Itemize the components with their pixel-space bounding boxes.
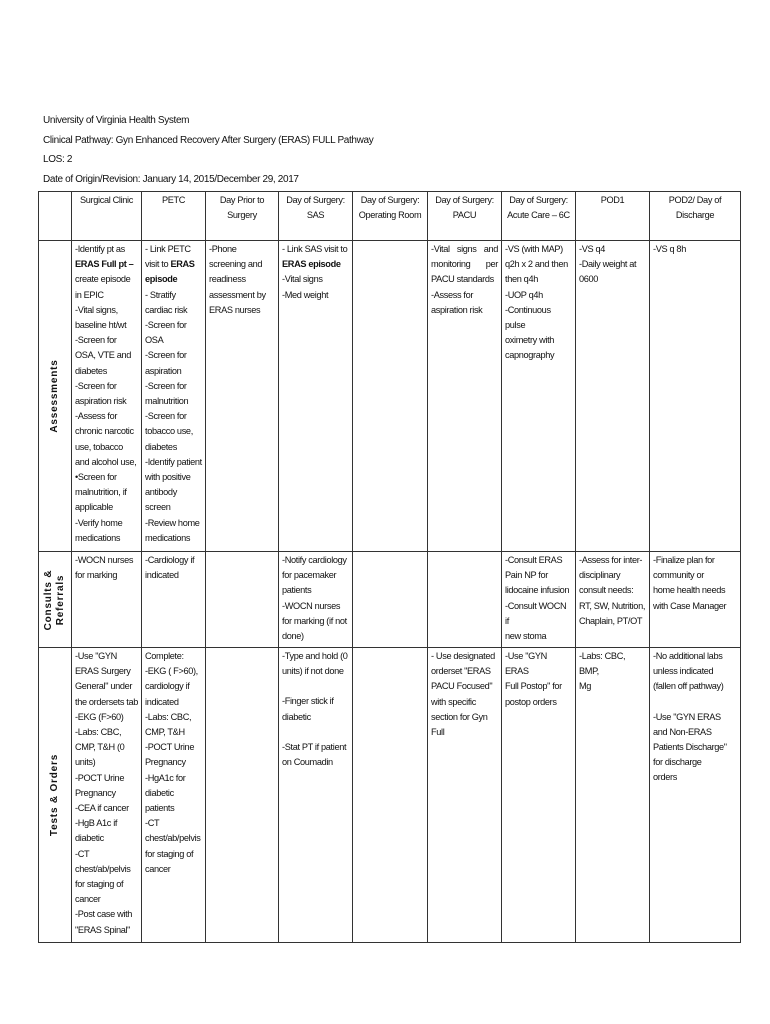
table-cell <box>72 241 142 552</box>
document-header <box>43 111 743 189</box>
cell-line: Mg <box>579 681 592 692</box>
cell-line: -CT <box>145 818 160 829</box>
cell-line: for marking <box>75 570 118 581</box>
cell-line: aspiration risk <box>75 396 127 407</box>
cell-line: with Case Manager <box>653 600 727 611</box>
cell-line: -Assess for <box>75 411 118 422</box>
cell-line: patients <box>145 803 175 814</box>
cell-line: ERAS Surgery <box>75 666 131 677</box>
cell-line: -POCT Urine <box>145 742 195 753</box>
cell-line: -CEA if cancer <box>75 803 129 814</box>
cell-line: Patients Discharge" <box>653 742 727 753</box>
cell-line: then q4h <box>505 274 538 285</box>
cell-line <box>282 725 349 740</box>
cell-line: unless indicated <box>653 666 714 677</box>
cell-line: ERAS Full pt – <box>75 259 134 270</box>
cell-line: postop orders <box>505 696 557 707</box>
table-cell <box>142 552 206 648</box>
cell-line: medications <box>75 532 121 543</box>
column-header <box>206 192 279 241</box>
cell-line: screening and <box>209 259 263 270</box>
cell-line: assessment by <box>209 289 266 300</box>
cell-line: chronic narcotic <box>75 426 134 437</box>
table-cell <box>502 552 576 648</box>
column-header-line: PACU <box>452 210 477 221</box>
table-cell <box>576 552 650 648</box>
cell-line: -Labs: CBC, <box>75 727 122 738</box>
cell-line: consult needs: <box>579 585 634 596</box>
column-header-line: Discharge <box>675 210 715 221</box>
cell-line: -Identify patient <box>145 456 202 467</box>
cell-line: in EPIC <box>75 289 104 300</box>
cell-line: -Daily weight at <box>579 259 637 270</box>
cell-line: -HgA1c for <box>145 772 186 783</box>
cell-line: q2h x 2 and then <box>505 259 568 270</box>
cell-line: -UOP q4h <box>505 289 543 300</box>
cell-line: -Vital signs <box>282 274 323 285</box>
cell-line: and Non-ERAS <box>653 726 712 737</box>
assessments-row <box>39 241 741 552</box>
cell-line: -Vital signs and <box>431 244 498 254</box>
cell-line: aspiration <box>145 365 182 376</box>
cell-line: - Stratify <box>145 289 176 300</box>
cell-line: -Continuous pulse <box>505 304 551 331</box>
cell-line: -WOCN nurses <box>75 555 134 565</box>
cell-line: ERAS episode <box>282 259 341 270</box>
column-header <box>428 192 502 241</box>
cell-line: create episode <box>75 274 131 285</box>
cell-line: community or <box>653 570 704 581</box>
cell-line: with positive <box>145 472 191 483</box>
cell-line: •Screen for <box>75 472 117 483</box>
cell-line: -Screen for <box>145 411 187 422</box>
cell-line: -Use "GYN ERAS <box>505 651 547 677</box>
table-cell <box>142 241 206 552</box>
table-cell <box>650 648 741 943</box>
cell-line: home health needs <box>653 585 726 596</box>
row-label-line: Referrals <box>55 574 66 625</box>
cell-line: -Labs: CBC, <box>145 711 192 722</box>
cell-line: -Assess for <box>431 289 474 300</box>
column-header <box>279 192 353 241</box>
cell-line: section for Gyn <box>431 711 488 722</box>
cell-line: malnutrition, if <box>75 487 127 498</box>
column-header-line: Day of Surgery: <box>509 195 568 205</box>
table-cell <box>650 552 741 648</box>
cell-line: monitoring per <box>431 259 498 270</box>
cell-line: -Screen for <box>145 320 187 331</box>
cell-line: chest/ab/pelvis <box>145 833 201 844</box>
row-label-line: Consults & <box>43 569 54 630</box>
corner-cell <box>39 192 72 241</box>
cell-line: disciplinary <box>579 570 621 581</box>
cell-line: - Link PETC <box>145 244 191 254</box>
cell-line: - Use designated <box>431 651 495 661</box>
cell-line: for marking (if not <box>282 615 347 626</box>
cell-line: -Assess for inter- <box>579 555 643 565</box>
cell-line: and alcohol use, <box>75 456 137 467</box>
table-cell <box>206 552 279 648</box>
cell-line: cardiology if <box>145 681 190 692</box>
cell-line: -No additional labs <box>653 651 723 661</box>
table-cell <box>353 552 428 648</box>
cell-line: CMP, T&H (0 <box>75 742 125 753</box>
cell-line: use, tobacco <box>75 441 123 452</box>
table-cell <box>279 241 353 552</box>
cell-line: lidocaine infusion <box>505 585 570 596</box>
cell-line: ERAS nurses <box>209 304 261 315</box>
consults-referrals-row <box>39 552 741 648</box>
row-label-line: Tests & Orders <box>49 753 60 837</box>
row-label-line: Assessments <box>49 359 60 433</box>
cell-line: applicable <box>75 502 113 513</box>
cell-line: for discharge <box>653 757 702 768</box>
table-cell <box>576 241 650 552</box>
cell-line: -Notify cardiology <box>282 555 347 565</box>
cell-line: -EKG (F>60) <box>75 711 124 722</box>
cell-line: units) if not done <box>282 666 344 677</box>
column-header-line: Day Prior to <box>219 195 265 205</box>
cell-line: oximetry with <box>505 335 555 346</box>
column-header-line: Day of Surgery: <box>360 195 420 205</box>
column-header-line: Surgical Clinic <box>80 195 133 205</box>
cell-line: cancer <box>75 894 101 905</box>
cell-line: CMP, T&H <box>145 727 185 738</box>
cell-line: RT, SW, Nutrition, <box>579 600 646 611</box>
table-cell <box>72 648 142 943</box>
cell-line: orders <box>653 772 677 783</box>
cell-line: -Type and hold (0 <box>282 651 348 661</box>
column-header-line: PETC <box>161 195 186 205</box>
cell-line: -Review home <box>145 517 200 528</box>
cell-line: for staging of <box>75 879 124 890</box>
cell-line: -VS q 8h <box>653 244 686 254</box>
cell-line: PACU standards <box>431 274 494 285</box>
row-label-cell <box>39 552 72 648</box>
cell-line: readiness <box>209 274 246 285</box>
cell-line: -WOCN nurses <box>282 600 341 611</box>
table-cell <box>206 241 279 552</box>
cell-line: the ordersets tab <box>75 696 138 707</box>
cell-line: Full Postop" for <box>505 681 562 692</box>
cell-line: -Finalize plan for <box>653 555 715 565</box>
cell-line: Full <box>431 727 445 738</box>
column-header-line: POD1 <box>600 195 625 205</box>
cell-line: Pregnancy <box>75 787 116 798</box>
table-cell <box>428 552 502 648</box>
cell-line: for pacemaker <box>282 570 337 581</box>
table-cell <box>428 241 502 552</box>
cell-line: -Screen for <box>75 380 117 391</box>
cell-line: baseline ht/wt <box>75 320 127 331</box>
table-cell <box>353 241 428 552</box>
cell-line: -Use "GYN ERAS <box>653 711 721 722</box>
cell-line: aspiration risk <box>431 304 483 315</box>
table-cell <box>428 648 502 943</box>
table-cell <box>650 241 741 552</box>
cell-line: (fallen off pathway) <box>653 681 724 692</box>
cell-line: -Verify home <box>75 517 123 528</box>
cell-line: 0600 <box>579 274 599 285</box>
cell-line: diabetes <box>75 365 107 376</box>
cell-line: -Consult WOCN if <box>505 600 567 626</box>
column-header-row <box>39 192 741 241</box>
table-cell <box>206 648 279 943</box>
row-label-cell <box>39 648 72 943</box>
cell-line: -EKG ( F>60), <box>145 666 198 677</box>
cell-line <box>653 695 737 710</box>
revision-date: Date of Origin/Revision: January 14, 2015/December 29, 2017 <box>43 173 299 185</box>
cell-line: -Consult ERAS <box>505 555 563 565</box>
cell-line: OSA, VTE and <box>75 350 132 361</box>
length-of-stay: LOS: 2 <box>43 154 73 165</box>
pathway-table <box>38 191 741 943</box>
cell-line: -Use "GYN <box>75 651 117 661</box>
cell-line: -Post case with <box>75 909 133 920</box>
cell-line: new stoma <box>505 631 547 642</box>
cell-line: indicated <box>145 696 179 707</box>
cell-line: -Stat PT if patient <box>282 741 347 752</box>
cell-line: PACU Focused" <box>431 681 493 692</box>
cell-line: units) <box>75 757 96 768</box>
row-label <box>43 569 67 630</box>
cell-line: -Phone <box>209 244 237 254</box>
cell-line: -VS q4 <box>579 244 605 254</box>
cell-line: chest/ab/pelvis <box>75 863 131 874</box>
column-header-line: Day of Surgery: <box>435 195 494 205</box>
cell-line <box>282 679 349 694</box>
column-header <box>353 192 428 241</box>
cell-line: malnutrition <box>145 396 189 407</box>
cell-line: -Screen for <box>145 380 187 391</box>
cell-line: diabetic <box>145 787 174 798</box>
cell-line: Complete: <box>145 651 184 661</box>
cell-line: General" under <box>75 681 133 692</box>
column-header-line: POD2/ Day of <box>668 195 722 205</box>
cell-line: Pain NP for <box>505 570 548 581</box>
cell-line: -Cardiology if <box>145 555 195 565</box>
cell-line: Pregnancy <box>145 757 186 768</box>
column-header-line: Day of Surgery: <box>286 195 345 205</box>
cell-line: -CT <box>75 848 90 859</box>
cell-line: done) <box>282 631 304 642</box>
column-header-line: Operating Room <box>358 210 422 221</box>
cell-line: OSA <box>145 335 164 346</box>
table-cell <box>502 648 576 943</box>
cell-line: -VS (with MAP) <box>505 244 563 254</box>
tests-orders-row <box>39 648 741 943</box>
cell-line: Chaplain, PT/OT <box>579 615 643 626</box>
table-cell <box>502 241 576 552</box>
cell-line: -Vital signs, <box>75 304 118 315</box>
cell-line: patients <box>282 585 312 596</box>
cell-line: with specific <box>431 696 476 707</box>
column-header <box>502 192 576 241</box>
organization-name: University of Virginia Health System <box>43 115 190 126</box>
cell-line: cancer <box>145 863 171 874</box>
row-label <box>49 754 61 836</box>
cell-line: -Finger stick if <box>282 696 334 707</box>
cell-line: -Screen for <box>75 335 117 346</box>
column-header <box>650 192 741 241</box>
cell-line: diabetic <box>75 833 104 844</box>
column-header-line: SAS <box>306 210 325 221</box>
cell-line: -Labs: CBC, BMP, <box>579 651 626 677</box>
column-header <box>142 192 206 241</box>
cell-line: episode <box>145 274 178 285</box>
cell-line: tobacco use, <box>145 426 193 437</box>
cell-line: -Identify pt as <box>75 244 125 254</box>
cell-line: indicated <box>145 570 179 581</box>
row-label-cell <box>39 241 72 552</box>
cell-line: antibody screen <box>145 487 177 513</box>
cell-line: -HgB A1c if <box>75 818 118 829</box>
cell-line: on Coumadin <box>282 757 333 768</box>
row-label <box>49 359 61 432</box>
cell-line: -Screen for <box>145 350 187 361</box>
cell-line: diabetic <box>282 711 311 722</box>
column-header <box>576 192 650 241</box>
pathway-title: Clinical Pathway: Gyn Enhanced Recovery After Surgery (ERAS) FULL Pathway <box>43 134 374 146</box>
cell-line: diabetes <box>145 441 177 452</box>
cell-line: cardiac risk <box>145 304 188 315</box>
table-cell <box>353 648 428 943</box>
cell-line: medications <box>145 532 191 543</box>
cell-line: -Med weight <box>282 289 329 300</box>
table-cell <box>72 552 142 648</box>
cell-line: capnography <box>505 350 555 361</box>
table-cell <box>279 552 353 648</box>
cell-line: orderset "ERAS <box>431 666 491 677</box>
table-cell <box>576 648 650 943</box>
table-cell <box>279 648 353 943</box>
table-cell <box>142 648 206 943</box>
column-header-line: Acute Care – 6C <box>507 210 570 221</box>
column-header-line: Surgery <box>227 210 257 221</box>
cell-line: "ERAS Spinal" <box>75 924 131 935</box>
cell-line: - Link SAS visit to <box>282 244 348 254</box>
cell-line: -POCT Urine <box>75 772 125 783</box>
cell-line: for staging of <box>145 848 194 859</box>
column-header <box>72 192 142 241</box>
cell-line: visit to ERAS <box>145 259 195 270</box>
